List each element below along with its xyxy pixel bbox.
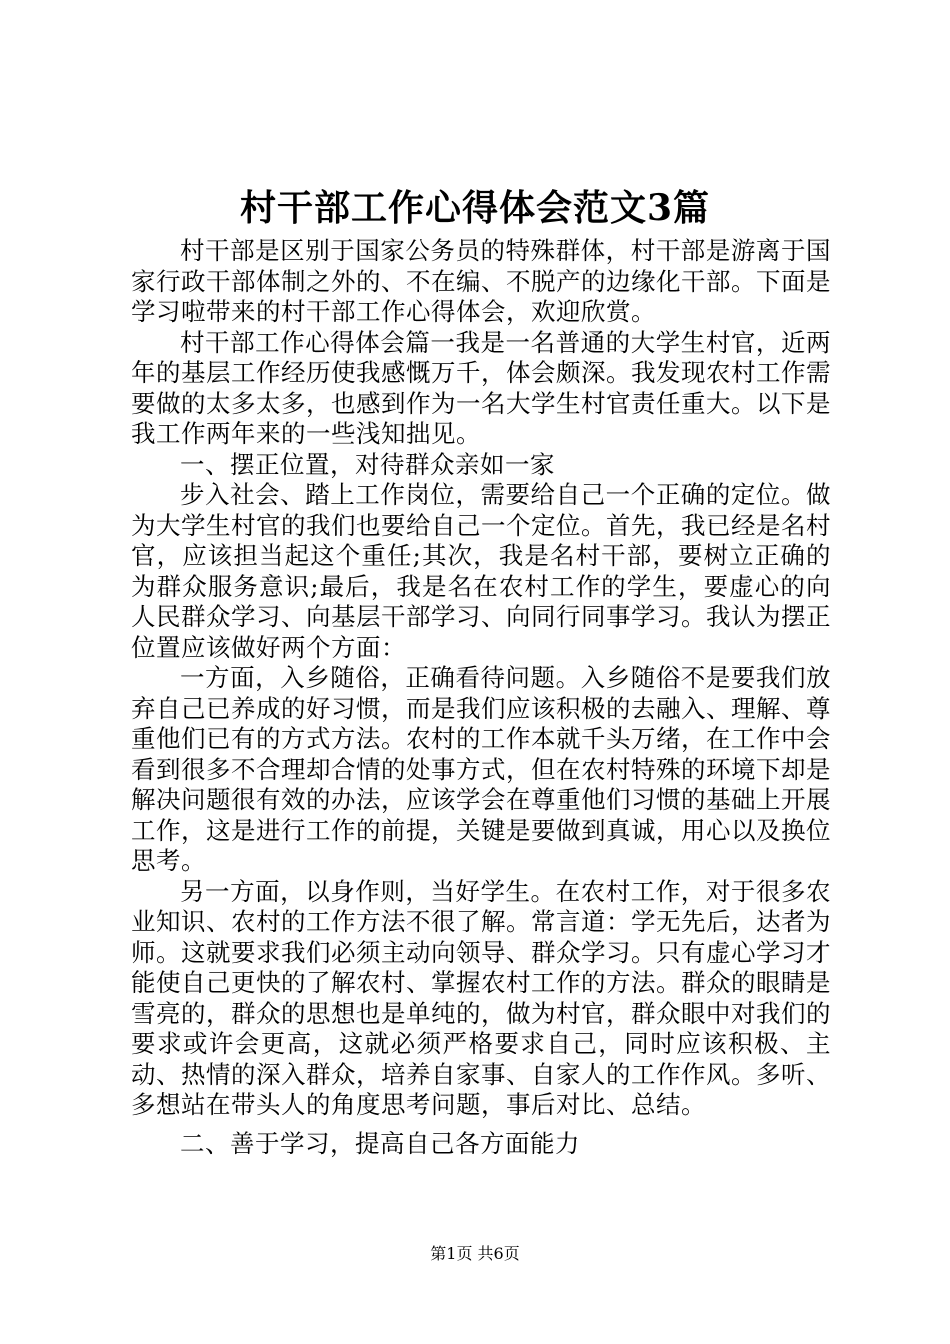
- paragraph-positioning: 步入社会、踏上工作岗位，需要给自己一个正确的定位。做为大学生村官的我们也要给自己一个定位。首先，我已经是名村官，应该担当起这个重任;其次，我是名村干部，要树立正确的为群众服务意识;最后，我是名在农村工作的学生，要虚心的向人民群众学习、向基层干部学习、向同行同事学习。我认为摆正位置应该做好两个方面：: [131, 480, 831, 662]
- paragraph-second-aspect: 另一方面，以身作则，当好学生。在农村工作，对于很多农业知识、农村的工作方法不很了解。常言道：学无先后，达者为师。这就要求我们必须主动向领导、群众学习。只有虚心学习才能使自己更快的了解农村、掌握农村工作的方法。群众的眼睛是雪亮的，群众的思想也是单纯的，做为村官，群众眼中对我们的要求或许会更高，这就必须严格要求自己，同时应该积极、主动、热情的深入群众，培养自家事、自家人的工作作风。多听、多想站在带头人的角度思考问题，事后对比、总结。: [131, 876, 831, 1119]
- paragraph-article-one-opening: 村干部工作心得体会篇一我是一名普通的大学生村官，近两年的基层工作经历使我感慨万千，体会颇深。我发现农村工作需要做的太多太多，也感到作为一名大学生村官责任重大。以下是我工作两年来的一些浅知拙见。: [131, 327, 831, 448]
- paragraph-first-aspect: 一方面，入乡随俗，正确看待问题。入乡随俗不是要我们放弃自己已养成的好习惯，而是我们应该积极的去融入、理解、尊重他们已有的方式方法。农村的工作本就千头万绪，在工作中会看到很多不合理却合情的处事方式，但在农村特殊的环境下却是解决问题很有效的办法，应该学会在尊重他们习惯的基础上开展工作，这是进行工作的前提，关键是要做到真诚，用心以及换位思考。: [131, 663, 831, 875]
- paragraph-intro: 村干部是区别于国家公务员的特殊群体，村干部是游离于国家行政干部体制之外的、不在编、不脱产的边缘化干部。下面是学习啦带来的村干部工作心得体会，欢迎欣赏。: [131, 236, 831, 326]
- document-body: [131, 236, 831, 1159]
- page-footer: 第1页 共6页: [430, 1244, 520, 1263]
- document-title: 村干部工作心得体会范文3篇: [239, 187, 711, 229]
- section-heading-two: 二、善于学习，提高自己各方面能力: [180, 1128, 580, 1158]
- section-heading-one: 一、摆正位置，对待群众亲如一家: [180, 449, 555, 479]
